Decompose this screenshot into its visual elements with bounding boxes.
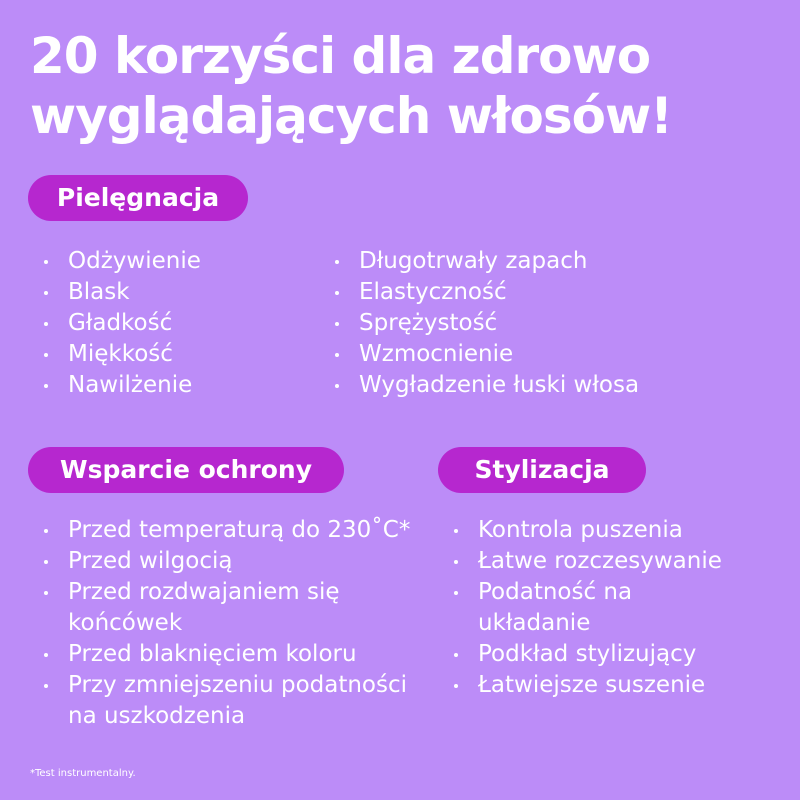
list-item: Elastyczność — [333, 277, 639, 308]
list-item-line: Przed rozdwajaniem się — [68, 579, 340, 605]
list-item: Nawilżenie — [42, 370, 201, 401]
list-item: Łatwiejsze suszenie — [452, 670, 722, 701]
footnote: *Test instrumentalny. — [30, 768, 136, 779]
headline-line-2: wyglądających włosów! — [30, 87, 672, 145]
list-item-line: na uszkodzenia — [68, 703, 246, 729]
list-item-line: końcówek — [68, 610, 183, 636]
headline — [30, 26, 780, 146]
list-item: Przed blaknięciem koloru — [42, 639, 410, 670]
list-item: Miękkość — [42, 339, 201, 370]
list-item: Przed wilgocią — [42, 546, 410, 577]
pill-wsparcie-ochrony: Wsparcie ochrony — [28, 447, 344, 493]
list-item: Blask — [42, 277, 201, 308]
list-item — [452, 577, 722, 639]
list-item: Przed temperaturą do 230˚C* — [42, 515, 410, 546]
list-item: Długotrwały zapach — [333, 246, 639, 277]
list-item: Wzmocnienie — [333, 339, 639, 370]
list-item: Łatwe rozczesywanie — [452, 546, 722, 577]
list-wsparcie-ochrony — [42, 515, 410, 732]
list-item: Podkład stylizujący — [452, 639, 722, 670]
list-item: Gładkość — [42, 308, 201, 339]
list-item: Wygładzenie łuski włosa — [333, 370, 639, 401]
list-item-line: układanie — [478, 610, 591, 636]
list-item: Odżywienie — [42, 246, 201, 277]
list-pielegnacja-left — [42, 246, 201, 401]
list-stylizacja — [452, 515, 722, 701]
pill-pielegnacja: Pielęgnacja — [28, 175, 248, 221]
headline-line-1: 20 korzyści dla zdrowo — [30, 27, 651, 85]
list-item-line: Podatność na — [478, 579, 633, 605]
list-pielegnacja-right — [333, 246, 639, 401]
list-item — [42, 670, 410, 732]
list-item-line: Przy zmniejszeniu podatności — [68, 672, 408, 698]
list-item — [42, 577, 410, 639]
list-item: Kontrola puszenia — [452, 515, 722, 546]
list-item: Sprężystość — [333, 308, 639, 339]
pill-stylizacja: Stylizacja — [438, 447, 646, 493]
